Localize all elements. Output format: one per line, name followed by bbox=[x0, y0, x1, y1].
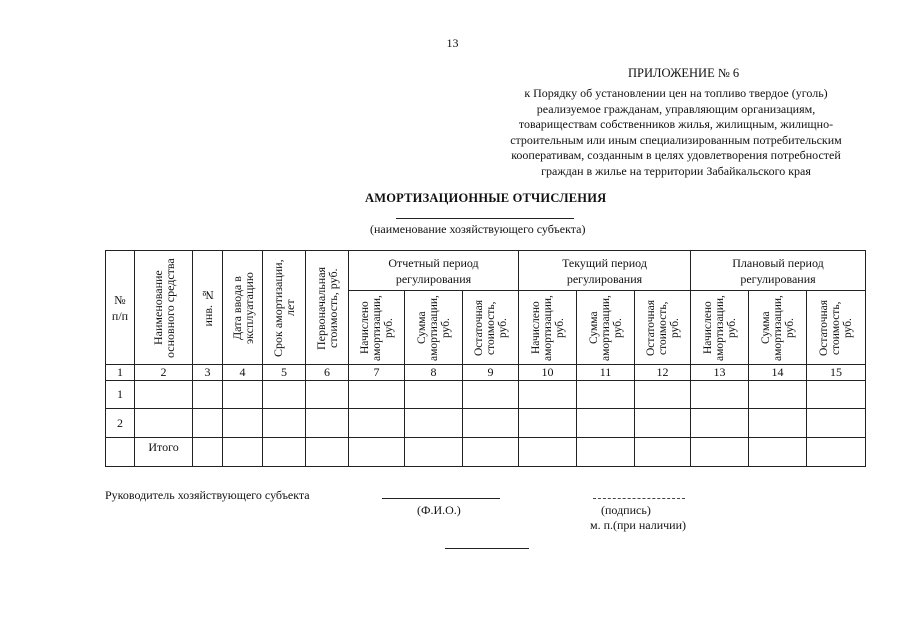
data-cell[interactable] bbox=[405, 381, 463, 409]
header-reporting-residual: Остаточная стоимость, руб. bbox=[463, 291, 519, 365]
data-cell[interactable] bbox=[749, 438, 807, 467]
total-label: Итого bbox=[135, 438, 193, 467]
data-cell[interactable] bbox=[463, 438, 519, 467]
entity-name-line bbox=[396, 218, 574, 219]
header-no: № п/п bbox=[106, 251, 135, 365]
column-number: 13 bbox=[691, 365, 749, 381]
column-number: 3 bbox=[193, 365, 223, 381]
column-number: 14 bbox=[749, 365, 807, 381]
column-number: 8 bbox=[405, 365, 463, 381]
fio-caption: (Ф.И.О.) bbox=[417, 503, 461, 517]
header-initial-cost: Первоначальная стоимость, руб. bbox=[306, 251, 349, 365]
data-cell[interactable] bbox=[463, 409, 519, 438]
header-asset-name: Наименование основного средства bbox=[135, 251, 193, 365]
data-cell[interactable] bbox=[807, 409, 866, 438]
fio-line bbox=[382, 498, 500, 499]
header-current-accrued: Начислено амортизации, руб. bbox=[519, 291, 577, 365]
data-cell[interactable] bbox=[749, 381, 807, 409]
head-of-entity-label: Руководитель хозяйствующего субъекта bbox=[105, 488, 310, 502]
data-cell[interactable] bbox=[306, 409, 349, 438]
data-cell[interactable] bbox=[263, 438, 306, 467]
data-cell[interactable] bbox=[223, 438, 263, 467]
asset-name-cell[interactable] bbox=[135, 409, 193, 438]
column-number: 4 bbox=[223, 365, 263, 381]
data-cell[interactable] bbox=[691, 438, 749, 467]
bottom-line bbox=[445, 548, 529, 549]
data-cell[interactable] bbox=[306, 438, 349, 467]
header-current-residual: Остаточная стоимость, руб. bbox=[635, 291, 691, 365]
data-cell[interactable] bbox=[405, 409, 463, 438]
data-cell[interactable] bbox=[349, 381, 405, 409]
data-cell[interactable] bbox=[193, 409, 223, 438]
header-current-sum: Сумма амортизации, руб. bbox=[577, 291, 635, 365]
appendix-title: ПРИЛОЖЕНИЕ № 6 bbox=[628, 66, 740, 80]
data-cell[interactable] bbox=[577, 381, 635, 409]
row-number: 1 bbox=[106, 381, 135, 409]
data-cell[interactable] bbox=[306, 381, 349, 409]
column-number: 1 bbox=[106, 365, 135, 381]
entity-name-caption: (наименование хозяйствующего субъекта) bbox=[370, 222, 586, 236]
header-group-planned: Плановый период регулирования bbox=[691, 251, 866, 291]
column-number: 6 bbox=[306, 365, 349, 381]
data-cell[interactable] bbox=[749, 409, 807, 438]
page-number: 13 bbox=[446, 36, 459, 50]
header-row-1 bbox=[106, 251, 866, 291]
data-cell[interactable] bbox=[807, 381, 866, 409]
data-cell[interactable] bbox=[193, 438, 223, 467]
column-number: 9 bbox=[463, 365, 519, 381]
document-title: АМОРТИЗАЦИОННЫЕ ОТЧИСЛЕНИЯ bbox=[365, 191, 607, 205]
row-number bbox=[106, 438, 135, 467]
data-cell[interactable] bbox=[519, 409, 577, 438]
data-cell[interactable] bbox=[577, 438, 635, 467]
column-number: 10 bbox=[519, 365, 577, 381]
header-group-current: Текущий период регулирования bbox=[519, 251, 691, 291]
row-number: 2 bbox=[106, 409, 135, 438]
header-reporting-accrued: Начислено амортизации, руб. bbox=[349, 291, 405, 365]
data-cell[interactable] bbox=[577, 409, 635, 438]
data-cell[interactable] bbox=[463, 381, 519, 409]
column-numbers-row bbox=[106, 365, 866, 381]
amortization-table bbox=[105, 250, 866, 467]
header-inventory-number: инв. № bbox=[193, 251, 223, 365]
data-cell[interactable] bbox=[263, 381, 306, 409]
signature-caption: (подпись) bbox=[601, 503, 651, 517]
signature-line bbox=[593, 498, 685, 499]
data-cell[interactable] bbox=[193, 381, 223, 409]
data-cell[interactable] bbox=[223, 409, 263, 438]
column-number: 12 bbox=[635, 365, 691, 381]
header-reporting-sum: Сумма амортизации, руб. bbox=[405, 291, 463, 365]
column-number: 15 bbox=[807, 365, 866, 381]
data-cell[interactable] bbox=[519, 381, 577, 409]
data-cell[interactable] bbox=[635, 438, 691, 467]
column-number: 11 bbox=[577, 365, 635, 381]
header-group-reporting: Отчетный период регулирования bbox=[349, 251, 519, 291]
data-cell[interactable] bbox=[405, 438, 463, 467]
header-planned-accrued: Начислено амортизации, руб. bbox=[691, 291, 749, 365]
data-cell[interactable] bbox=[635, 409, 691, 438]
data-cell[interactable] bbox=[263, 409, 306, 438]
data-cell[interactable] bbox=[223, 381, 263, 409]
data-cell[interactable] bbox=[519, 438, 577, 467]
header-commissioning-date: Дата ввода в эксплуатацию bbox=[223, 251, 263, 365]
data-cell[interactable] bbox=[691, 381, 749, 409]
table-row bbox=[106, 409, 866, 438]
column-number: 5 bbox=[263, 365, 306, 381]
appendix-subtitle: к Порядку об установлении цен на топливо твердое (уголь) реализуемое гражданам, управляющим организациям, товариществам собственников жилья, жилищным, жилищно- строительным или иным специализированным потребительским кооперативам, созданным в целях удовлетворения потребностей граждан в жилье на территории Забайкальского края bbox=[510, 86, 842, 178]
data-cell[interactable] bbox=[635, 381, 691, 409]
header-depreciation-term: Срок амортизации, лет bbox=[263, 251, 306, 365]
table-row bbox=[106, 381, 866, 409]
data-cell[interactable] bbox=[691, 409, 749, 438]
table-row-total bbox=[106, 438, 866, 467]
header-planned-residual: Остаточная стоимость, руб. bbox=[807, 291, 866, 365]
stamp-caption: м. п.(при наличии) bbox=[590, 518, 686, 532]
data-cell[interactable] bbox=[807, 438, 866, 467]
column-number: 7 bbox=[349, 365, 405, 381]
data-cell[interactable] bbox=[349, 409, 405, 438]
data-cell[interactable] bbox=[349, 438, 405, 467]
header-planned-sum: Сумма амортизации, руб. bbox=[749, 291, 807, 365]
asset-name-cell[interactable] bbox=[135, 381, 193, 409]
column-number: 2 bbox=[135, 365, 193, 381]
